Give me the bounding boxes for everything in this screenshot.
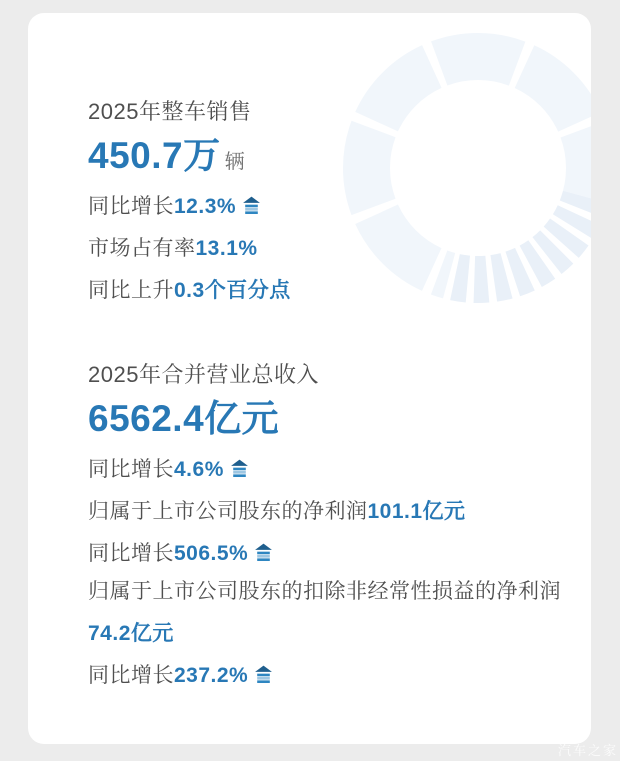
watermark-text: 汽车之家 (557, 743, 618, 758)
stat-value: 74.2亿元 (88, 622, 174, 645)
stat-value: 0.3个百分点 (174, 279, 291, 302)
section-label-vehicle-sales: 2025年整车销售 (88, 99, 252, 124)
stat-value: 237.2% (174, 664, 249, 687)
stat-value: 506.5% (174, 542, 249, 565)
stats-card (28, 13, 591, 744)
stat-yoy-growth-revenue (88, 458, 561, 481)
stat-prefix: 同比上升 (88, 279, 174, 302)
stats-content (28, 13, 591, 687)
stat-prefix: 同比增长 (88, 542, 174, 565)
stat-value: 13.1% (195, 237, 258, 260)
stat-yoy-growth-net-profit (88, 542, 561, 565)
revenue-section (88, 363, 561, 687)
revenue-value: 6562.4亿元 (88, 398, 280, 439)
stat-market-share (88, 237, 561, 260)
rise-arrow-icon (229, 458, 250, 479)
stat-prefix: 归属于上市公司股东的净利润 (88, 500, 368, 523)
stat-yoy-growth-deducted-profit (88, 664, 561, 687)
stat-net-profit (88, 500, 561, 523)
stat-prefix: 同比增长 (88, 195, 174, 218)
rise-arrow-icon (253, 664, 274, 685)
stat-value: 4.6% (174, 458, 224, 481)
stat-prefix: 归属于上市公司股东的扣除非经常性损益的净利润 (88, 580, 561, 603)
vehicle-sales-big-line (88, 135, 561, 185)
rise-arrow-icon (241, 195, 262, 216)
section-label-revenue: 2025年合并营业总收入 (88, 362, 319, 387)
revenue-big-line (88, 398, 561, 448)
stat-prefix: 市场占有率 (88, 237, 196, 260)
vehicle-sales-value: 450.7万 (88, 135, 221, 176)
vehicle-sales-section (88, 100, 561, 302)
stat-deducted-profit-label (88, 580, 561, 603)
stat-value: 12.3% (174, 195, 237, 218)
vehicle-sales-unit: 辆 (224, 151, 245, 173)
rise-arrow-icon (253, 542, 274, 563)
stat-deducted-profit-value (88, 622, 561, 645)
stat-value: 101.1亿元 (367, 500, 466, 523)
stat-share-rise (88, 279, 561, 302)
stat-prefix: 同比增长 (88, 458, 174, 481)
stat-prefix: 同比增长 (88, 664, 174, 687)
stat-yoy-growth-sales (88, 195, 561, 218)
